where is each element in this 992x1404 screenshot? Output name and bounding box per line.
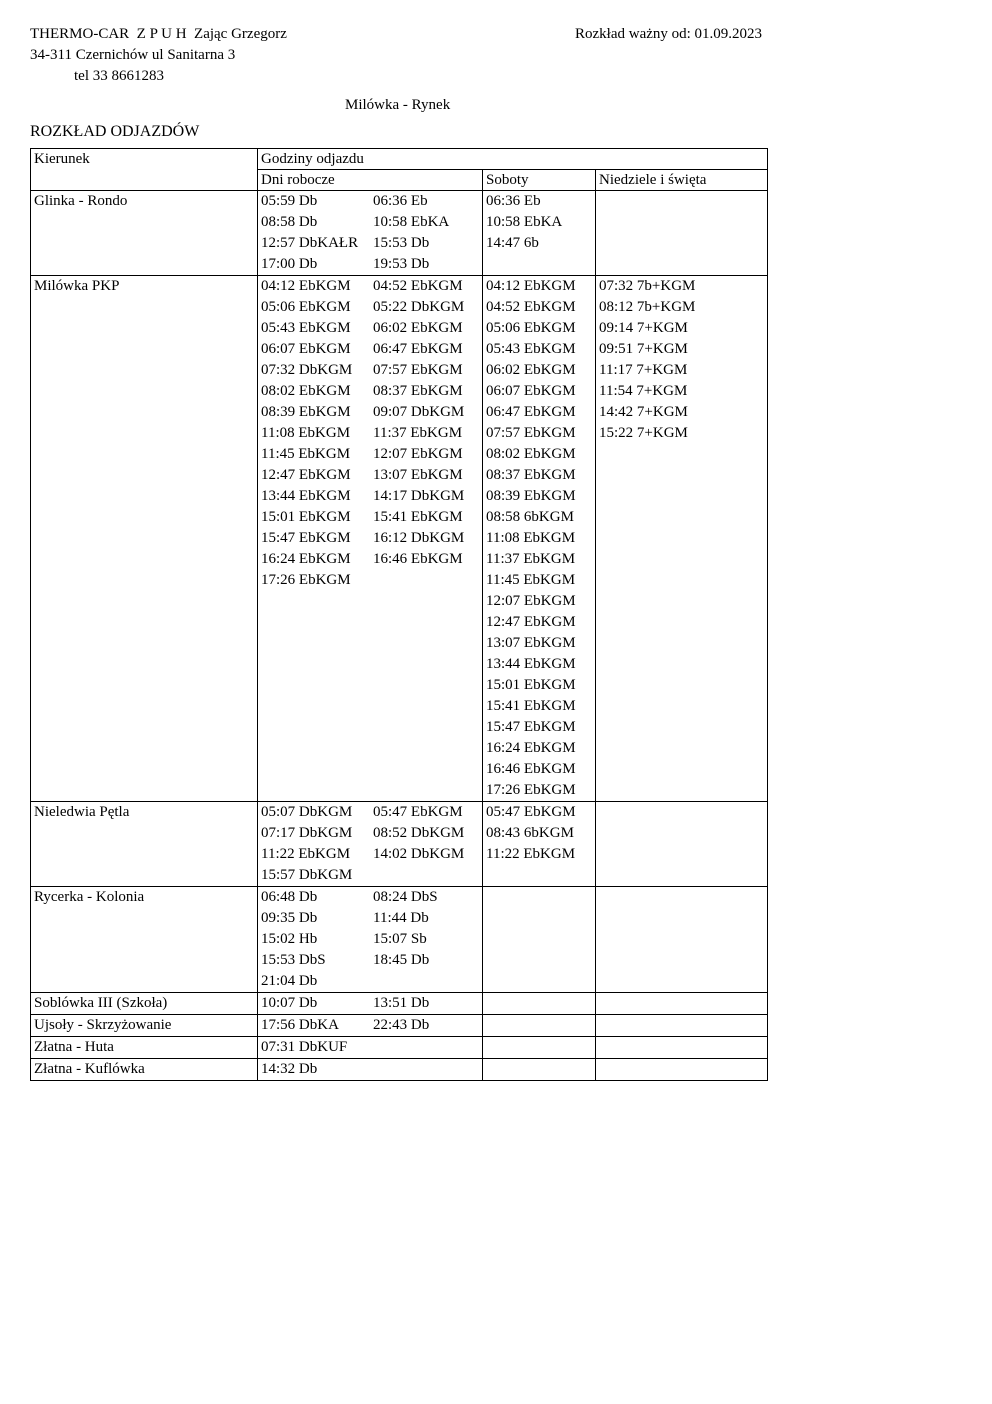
departure-time: 08:43 6bKGM [486, 825, 574, 841]
departure-time: 15:53 Db [373, 235, 430, 251]
departure-time: 16:24 EbKGM [261, 551, 351, 567]
departure-time: 05:06 EbKGM [486, 320, 576, 336]
departure-time: 15:57 DbKGM [261, 867, 353, 883]
departure-time: 10:58 EbKA [486, 214, 563, 230]
departure-time: 19:53 Db [373, 256, 430, 272]
weekdays-cell [258, 1015, 483, 1037]
departure-time: 16:24 EbKGM [486, 740, 576, 756]
departure-time: 13:44 EbKGM [261, 488, 351, 504]
departure-time: 10:58 EbKA [373, 214, 450, 230]
departure-time: 18:45 Db [373, 952, 430, 968]
direction-cell: Soblówka III (Szkoła) [31, 993, 258, 1015]
departure-time: 05:22 DbKGM [373, 299, 465, 315]
table-row [31, 887, 768, 993]
departure-time: 21:04 Db [261, 973, 318, 989]
departure-time: 12:57 DbKAŁR [261, 235, 359, 251]
departure-time: 15:07 Sb [373, 931, 427, 947]
table-row [31, 802, 768, 887]
departure-time: 10:07 Db [261, 995, 318, 1011]
departure-time: 05:07 DbKGM [261, 804, 353, 820]
sundays-cell [596, 993, 768, 1015]
departure-time: 07:32 7b+KGM [599, 278, 696, 294]
departure-time: 08:24 DbS [373, 889, 438, 905]
departure-time: 06:36 Eb [486, 193, 541, 209]
departure-time: 17:26 EbKGM [261, 572, 351, 588]
departure-time: 09:07 DbKGM [373, 404, 465, 420]
departure-time: 08:52 DbKGM [373, 825, 465, 841]
saturdays-cell [483, 1015, 596, 1037]
departure-time: 06:47 EbKGM [486, 404, 576, 420]
direction-cell: Złatna - Kuflówka [31, 1059, 258, 1081]
departure-time: 11:37 EbKGM [373, 425, 463, 441]
direction-cell: Milówka PKP [31, 276, 258, 802]
departure-time: 12:47 EbKGM [261, 467, 351, 483]
saturdays-cell [483, 1037, 596, 1059]
sundays-cell [596, 1059, 768, 1081]
departure-time: 08:02 EbKGM [261, 383, 351, 399]
departure-time: 07:57 EbKGM [486, 425, 576, 441]
direction-cell: Nieledwia Pętla [31, 802, 258, 887]
departure-time: 13:07 EbKGM [373, 467, 463, 483]
departure-time: 12:07 EbKGM [373, 446, 463, 462]
company-address: 34-311 Czernichów ul Sanitarna 3 [30, 47, 236, 63]
departure-time: 09:51 7+KGM [599, 341, 688, 357]
departure-time: 09:35 Db [261, 910, 318, 926]
departure-time: 04:12 EbKGM [486, 278, 576, 294]
departure-time: 04:12 EbKGM [261, 278, 351, 294]
departure-time: 15:53 DbS [261, 952, 326, 968]
departure-time: 06:02 EbKGM [486, 362, 576, 378]
table-row [31, 191, 768, 276]
departure-time: 08:58 Db [261, 214, 318, 230]
departure-time: 14:32 Db [261, 1061, 318, 1077]
departure-time: 16:46 EbKGM [486, 761, 576, 777]
departure-time: 13:44 EbKGM [486, 656, 576, 672]
weekdays-cell [258, 802, 483, 887]
departure-time: 17:26 EbKGM [486, 782, 576, 798]
departure-time: 14:02 DbKGM [373, 846, 465, 862]
departure-time: 06:48 Db [261, 889, 318, 905]
departure-time: 05:43 EbKGM [261, 320, 351, 336]
direction-cell: Ujsoły - Skrzyżowanie [31, 1015, 258, 1037]
departure-time: 15:22 7+KGM [599, 425, 688, 441]
departure-time: 11:45 EbKGM [486, 572, 576, 588]
departure-time: 06:07 EbKGM [486, 383, 576, 399]
departure-time: 05:43 EbKGM [486, 341, 576, 357]
departure-time: 16:46 EbKGM [373, 551, 463, 567]
departure-time: 14:17 DbKGM [373, 488, 465, 504]
table-row [31, 1059, 768, 1081]
departure-time: 15:41 EbKGM [373, 509, 463, 525]
sundays-cell [596, 276, 768, 802]
weekdays-cell [258, 993, 483, 1015]
hours-column-header: Godziny odjazdu [258, 149, 768, 170]
weekdays-column-header: Dni robocze [258, 170, 483, 191]
departure-time: 17:56 DbKA [261, 1017, 339, 1033]
saturdays-cell [483, 993, 596, 1015]
departure-time: 11:08 EbKGM [261, 425, 351, 441]
departure-time: 06:47 EbKGM [373, 341, 463, 357]
saturdays-cell [483, 802, 596, 887]
departure-time: 07:31 DbKUF [261, 1039, 348, 1055]
departure-time: 11:54 7+KGM [599, 383, 688, 399]
table-row [31, 993, 768, 1015]
departure-time: 11:45 EbKGM [261, 446, 351, 462]
table-row [31, 1037, 768, 1059]
departure-time: 11:22 EbKGM [486, 846, 576, 862]
departures-table [30, 148, 768, 1081]
saturdays-cell [483, 191, 596, 276]
departure-time: 14:47 6b [486, 235, 539, 251]
departure-time: 12:07 EbKGM [486, 593, 576, 609]
departure-time: 15:47 EbKGM [486, 719, 576, 735]
departure-time: 15:01 EbKGM [261, 509, 351, 525]
table-row [31, 276, 768, 802]
company-name: THERMO-CAR Z P U H Zając Grzegorz [30, 26, 287, 42]
departure-time: 05:59 Db [261, 193, 318, 209]
departure-time: 06:36 Eb [373, 193, 428, 209]
weekdays-cell [258, 276, 483, 802]
departure-time: 04:52 EbKGM [373, 278, 463, 294]
departure-time: 11:37 EbKGM [486, 551, 576, 567]
sundays-cell [596, 191, 768, 276]
departure-time: 15:47 EbKGM [261, 530, 351, 546]
table-header-row [31, 149, 768, 170]
sundays-cell [596, 1037, 768, 1059]
weekdays-cell [258, 191, 483, 276]
sundays-column-header: Niedziele i święta [596, 170, 768, 191]
weekdays-cell [258, 1037, 483, 1059]
departure-time: 08:39 EbKGM [486, 488, 576, 504]
table-body [31, 191, 768, 1081]
departure-time: 08:39 EbKGM [261, 404, 351, 420]
direction-cell: Złatna - Huta [31, 1037, 258, 1059]
stop-name: Milówka - Rynek [345, 97, 451, 113]
departure-time: 05:47 EbKGM [486, 804, 576, 820]
saturdays-cell [483, 276, 596, 802]
company-phone: tel 33 8661283 [74, 68, 164, 84]
departure-time: 08:58 6bKGM [486, 509, 574, 525]
departure-time: 17:00 Db [261, 256, 318, 272]
validity-date: Rozkład ważny od: 01.09.2023 [575, 26, 763, 42]
departure-time: 09:14 7+KGM [599, 320, 688, 336]
departure-time: 11:17 7+KGM [599, 362, 688, 378]
departure-time: 15:02 Hb [261, 931, 318, 947]
sundays-cell [596, 802, 768, 887]
sundays-cell [596, 1015, 768, 1037]
departure-time: 08:37 EbKGM [373, 383, 463, 399]
saturdays-cell [483, 887, 596, 993]
departure-time: 08:02 EbKGM [486, 446, 576, 462]
departure-time: 07:17 DbKGM [261, 825, 353, 841]
departure-time: 12:47 EbKGM [486, 614, 576, 630]
weekdays-cell [258, 1059, 483, 1081]
departure-time: 13:07 EbKGM [486, 635, 576, 651]
page-title: ROZKŁAD ODJAZDÓW [30, 123, 200, 140]
departure-time: 08:12 7b+KGM [599, 299, 696, 315]
saturdays-cell [483, 1059, 596, 1081]
departure-time: 05:47 EbKGM [373, 804, 463, 820]
departure-time: 15:01 EbKGM [486, 677, 576, 693]
table-row [31, 1015, 768, 1037]
departure-time: 15:41 EbKGM [486, 698, 576, 714]
saturdays-column-header: Soboty [483, 170, 596, 191]
direction-cell: Rycerka - Kolonia [31, 887, 258, 993]
departure-time: 11:08 EbKGM [486, 530, 576, 546]
departure-time: 07:57 EbKGM [373, 362, 463, 378]
departure-time: 06:02 EbKGM [373, 320, 463, 336]
sundays-cell [596, 887, 768, 993]
departure-time: 13:51 Db [373, 995, 430, 1011]
departure-time: 22:43 Db [373, 1017, 430, 1033]
departure-time: 14:42 7+KGM [599, 404, 688, 420]
direction-column-header: Kierunek [31, 149, 258, 191]
departure-time: 16:12 DbKGM [373, 530, 465, 546]
departure-time: 05:06 EbKGM [261, 299, 351, 315]
departure-time: 04:52 EbKGM [486, 299, 576, 315]
departure-time: 08:37 EbKGM [486, 467, 576, 483]
direction-cell: Glinka - Rondo [31, 191, 258, 276]
departure-time: 07:32 DbKGM [261, 362, 353, 378]
departure-time: 11:22 EbKGM [261, 846, 351, 862]
departure-time: 06:07 EbKGM [261, 341, 351, 357]
departure-time: 11:44 Db [373, 910, 429, 926]
weekdays-cell [258, 887, 483, 993]
